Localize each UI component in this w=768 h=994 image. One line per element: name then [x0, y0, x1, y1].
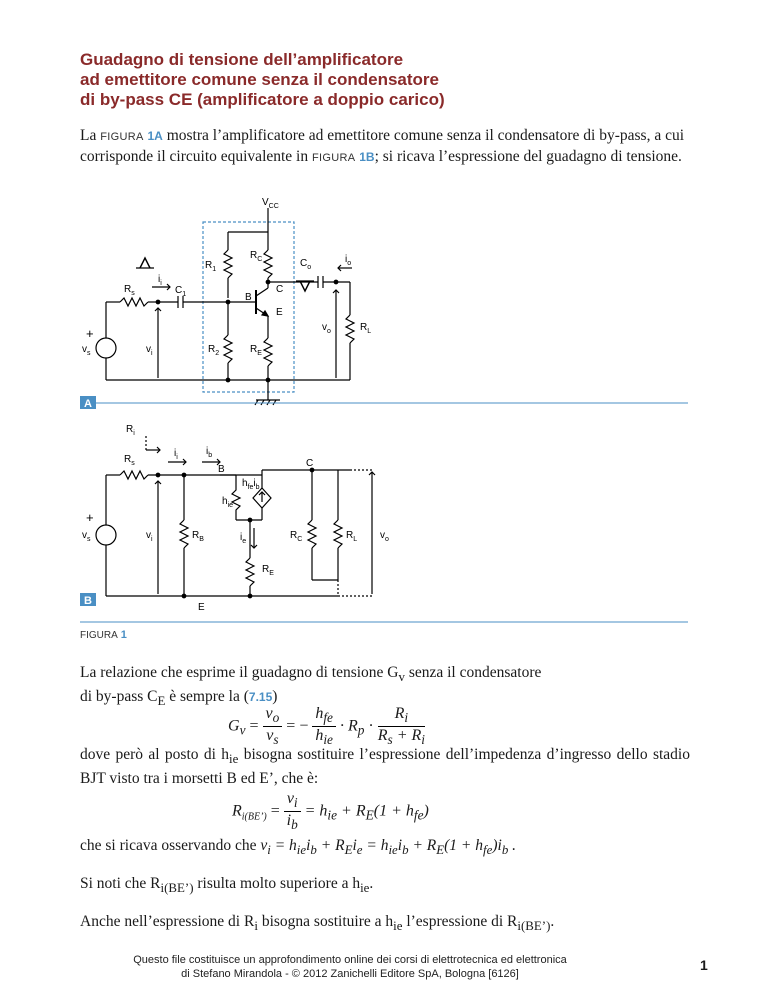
eq-text: i [397, 837, 403, 854]
circuit-b [96, 436, 375, 598]
label-io: $i_o$ [345, 254, 352, 267]
eq-sub: b [291, 817, 298, 833]
text: risulta molto superiore a h [193, 875, 361, 892]
label-rs: $R_s$ [124, 284, 135, 297]
label-e-node: E [198, 602, 205, 613]
eq-sub: b [501, 842, 509, 858]
eq-sub: i [421, 732, 425, 748]
label-ib: $i_b$ [206, 446, 213, 459]
title-line-3: di by-pass CE (amplificatore a doppio carico) [80, 90, 445, 109]
resistor-re-b [246, 558, 254, 586]
label-rs-b: $R_s$ [124, 454, 135, 467]
eq-sub: i [293, 795, 298, 811]
text: senza il condensatore [404, 664, 542, 681]
frac-vi-ib [284, 790, 301, 833]
text: La relazione che esprime il guadagno di tensione G [80, 664, 399, 681]
sub: i(BE’) [160, 880, 194, 896]
eq-sub: ie [323, 732, 333, 748]
figure-ref-1a[interactable]: 1A [147, 129, 163, 143]
eq-text: G [228, 717, 240, 735]
label-rl-b: $R_L$ [346, 530, 358, 543]
circuit-a [96, 208, 354, 405]
label-rb: $R_B$ [192, 530, 204, 543]
label-ii-b: $i_i$ [174, 448, 178, 461]
text: bisogna sostituire a h [257, 913, 394, 930]
eq-text: i [352, 837, 357, 854]
eq-text: = − [286, 717, 309, 735]
figure-word: FIGURA [100, 131, 144, 143]
resistor-rs [120, 298, 148, 306]
label-vi: $v_i$ [146, 344, 153, 357]
resistor-r2 [224, 335, 232, 363]
intro-text-2: mostra l’amplificatore ad emettitore comune senza il condensatore di by-pass, a cui corrisponde il circuito equivalente in [80, 127, 685, 165]
eq-text: = h [304, 802, 328, 820]
eq-text: i [286, 812, 292, 830]
resistor-rc [264, 250, 272, 278]
eq-sub: s [387, 732, 393, 748]
label-vo: $v_o$ [322, 322, 331, 335]
eq-sub: E [365, 807, 374, 823]
eq-text: R [377, 727, 388, 745]
label-vo-b: $v_o$ [380, 530, 389, 543]
eq-text: v [286, 790, 294, 807]
eq-sub: ie [296, 842, 307, 858]
eq-text: + R [337, 802, 366, 820]
label-ii: $i_i$ [158, 274, 162, 287]
eq-text: i [306, 837, 311, 854]
eq-text: (1 + h [444, 837, 484, 854]
label-b-node: B [218, 464, 225, 475]
eq-text: · R [339, 717, 358, 735]
label-vs: $v_s$ [82, 344, 91, 357]
eq-sub: ie [388, 842, 398, 858]
label-c: C [276, 284, 284, 295]
text: . [369, 875, 374, 892]
eq-text: h [315, 705, 324, 722]
label-hie: $h_{ie}$ [222, 496, 234, 509]
label-c-node: C [306, 458, 314, 469]
label-hfe-ib: $h_{fe}i_b$ [242, 478, 260, 491]
text: che si ricava osservando che [80, 837, 257, 854]
title-line-1: Guadagno di tensione dell’amplificatore [80, 50, 404, 69]
sub: i(BE’) [517, 918, 551, 934]
eq-sub: s [273, 732, 279, 748]
page-number: 1 [700, 957, 708, 973]
eq-text: ) [423, 802, 429, 820]
frac-vo-vs [263, 705, 283, 748]
eq-text: . [508, 837, 517, 854]
eq-text: R [394, 705, 405, 722]
label-r1: $R_1$ [205, 260, 217, 273]
paragraph-hie-substitution [80, 745, 690, 789]
equation-ri-be [232, 790, 429, 833]
voltage-source-vs [96, 338, 116, 358]
eq-text: = [270, 802, 280, 820]
eq-text: + R [408, 837, 437, 854]
eq-sub: b [402, 842, 409, 858]
resistor-rc-b [308, 520, 316, 548]
label-b: B [245, 292, 252, 303]
eq-sub: o [272, 710, 280, 726]
intro-text-3: ; si ricava l’espressione del guadagno di tensione. [374, 148, 682, 165]
figure-ref-1b[interactable]: 1B [359, 150, 375, 164]
footer-line-1: Questo file costituisce un approfondimento online dei corsi di elettrotecnica ed elettronica [133, 954, 567, 966]
sub: ie [393, 918, 403, 934]
figure-label-a: A [84, 398, 92, 410]
resistor-re [264, 338, 272, 366]
label-rc-b: $R_C$ [290, 530, 303, 543]
label-vi-b: $v_i$ [146, 530, 153, 543]
figure-word: FIGURA [312, 152, 356, 164]
resistor-rb [180, 520, 188, 548]
eq-text: = h [270, 837, 297, 854]
text: Si noti che R [80, 875, 161, 892]
eq-text: + R [392, 727, 422, 745]
eq-sub: fe [323, 710, 333, 726]
paragraph-note [80, 874, 690, 898]
text: di by-pass C [80, 688, 158, 706]
label-plus-a: + [86, 326, 94, 341]
sub: E [157, 693, 166, 709]
footer-line-2: di Stefano Mirandola - © 2012 Zanichelli Editore SpA, Bologna [6126] [181, 968, 519, 980]
figure-caption: FIGURA 1 [80, 629, 127, 641]
label-ie: $i_e$ [240, 532, 247, 545]
sub: v [398, 669, 405, 685]
eq-sub: v [239, 722, 246, 738]
label-plus-b: + [86, 510, 94, 525]
label-vs-b: $v_s$ [82, 530, 91, 543]
figure-label-b: B [84, 595, 92, 607]
resistor-rs-b [120, 471, 148, 479]
eq-text: · [368, 717, 374, 735]
sub: i [254, 918, 258, 934]
text: dove però al posto di h [80, 746, 230, 763]
text: ) [272, 688, 278, 706]
eq-text: (1 + h [373, 802, 414, 820]
label-rl: $R_L$ [360, 322, 372, 335]
paragraph-vi-derivation [80, 836, 690, 860]
paragraph-gv-intro [80, 663, 690, 711]
resistor-rl-b [334, 520, 342, 548]
label-vcc: $V_{CC}$ [262, 197, 279, 210]
eq-sub: fe [413, 807, 424, 823]
equation-gv [228, 705, 425, 748]
eq-text: )i [492, 837, 502, 854]
page-footer [100, 953, 600, 981]
label-rc: $R_C$ [250, 250, 263, 263]
text: Anche nell’espressione di R [80, 913, 255, 930]
eq-sub: e [356, 842, 363, 858]
eq-sub: i [267, 842, 271, 858]
eq-sub: E [344, 842, 353, 858]
eq-text: R [232, 802, 242, 820]
eq-text: v [265, 705, 273, 722]
text: . [550, 913, 555, 930]
resistor-hie [232, 475, 240, 520]
eq-text: = h [362, 837, 389, 854]
label-c1: $C_1$ [175, 285, 187, 298]
label-r2: $R_2$ [208, 344, 220, 357]
label-ri: $R_i$ [126, 424, 135, 437]
title-line-2: ad emettitore comune senza il condensatore [80, 70, 439, 89]
label-re: $R_E$ [250, 344, 262, 357]
eq-sub: b [310, 842, 317, 858]
frac-hfe-hie [312, 705, 336, 748]
eq-sub: i [404, 710, 409, 726]
voltage-source-vs-b [96, 525, 116, 545]
sub: ie [229, 751, 239, 767]
eq-text: h [315, 727, 324, 745]
resistor-rl [346, 315, 354, 343]
eq-sub: E [436, 842, 445, 858]
paragraph-ri-substitution [80, 912, 690, 936]
sub: ie [360, 880, 370, 896]
eq-text: v [266, 727, 274, 745]
label-e: E [276, 307, 283, 318]
resistor-r1 [224, 250, 232, 278]
text: l’espressione di R [402, 913, 518, 930]
text: è sempre la ( [165, 688, 249, 706]
label-co: $C_o$ [300, 258, 312, 271]
eq-sub: p [357, 722, 365, 738]
eq-sub: ie [327, 807, 338, 823]
eq-text: + R [316, 837, 345, 854]
intro-text-1: La [80, 127, 101, 144]
equation-ref[interactable]: 7.15 [248, 690, 273, 705]
eq-text: = [249, 717, 259, 735]
eq-text: v [260, 837, 268, 854]
label-re-b: $R_E$ [262, 564, 274, 577]
eq-sub: i(BE’) [241, 811, 267, 823]
frac-ri [378, 705, 425, 748]
eq-sub: fe [483, 842, 493, 858]
text: bisogna sostituire l’espressione dell’impedenza d’ingresso dello stadio BJT visto tra i morsetti B ed E’, che è: [80, 746, 690, 788]
